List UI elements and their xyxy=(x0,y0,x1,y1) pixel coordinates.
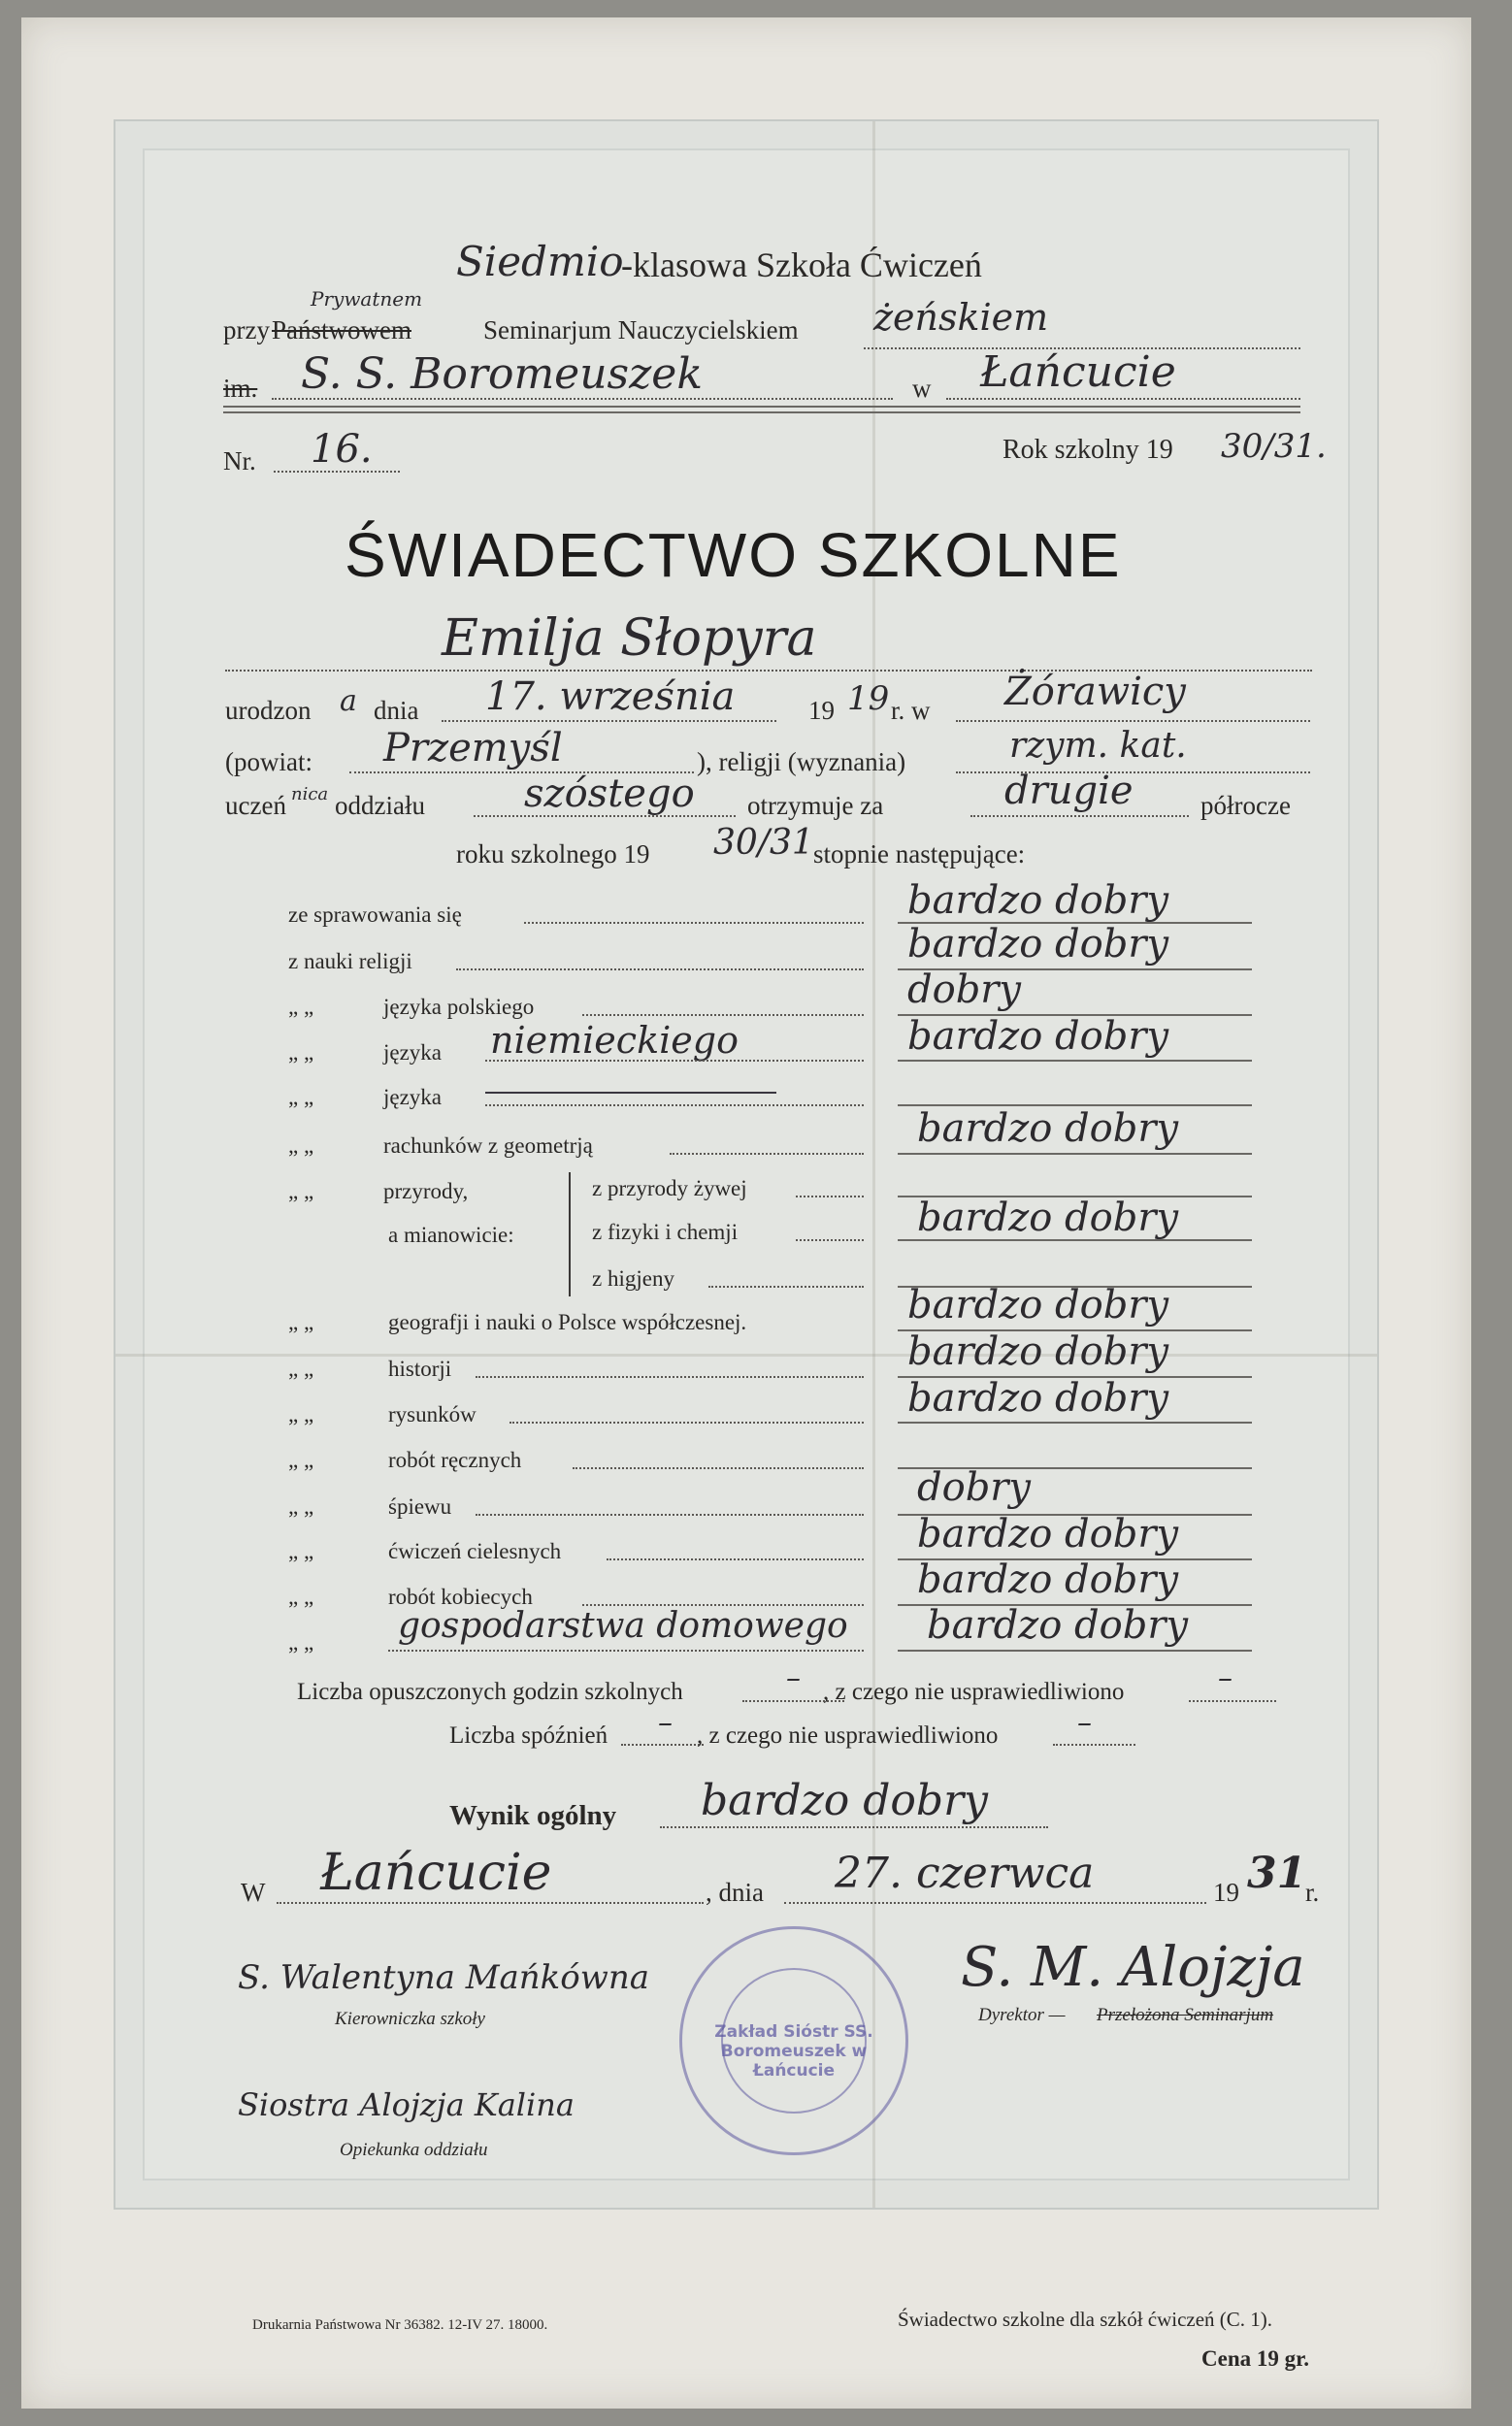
przelozona-struck: Przełożona Seminarjum xyxy=(1097,2005,1274,2025)
otrzymuje-label: otrzymuje za xyxy=(747,791,884,820)
year-prefix: 19 xyxy=(808,696,835,725)
religion-label: ), religji (wyznania) xyxy=(697,747,906,776)
nr-value: 16. xyxy=(311,427,373,472)
grade-prefix: „ „ xyxy=(288,1630,314,1655)
half-dotline xyxy=(970,815,1189,817)
grade-label-conduct: ze sprawowania się xyxy=(288,902,462,927)
powiat-value: Przemyśl xyxy=(383,726,563,770)
grade-dots xyxy=(388,1650,864,1652)
nature-subtitle: a mianowicie: xyxy=(388,1223,514,1247)
grade-label-language: języka xyxy=(383,1040,443,1065)
result-label: Wynik ogólny xyxy=(449,1800,617,1831)
late-unexcused-value: – xyxy=(1077,1706,1092,1740)
born-label: urodzon xyxy=(225,696,312,725)
w-label: w xyxy=(912,374,932,403)
grade-prefix: „ „ xyxy=(288,995,314,1019)
grade-prefix: „ „ xyxy=(288,1448,314,1472)
stamp-text: Zakład Sióstr SS. Boromeuszek w Łańcucie xyxy=(714,2022,873,2081)
nature-sub-living: z przyrody żywej xyxy=(592,1176,747,1200)
rw-label: r. w xyxy=(891,696,931,725)
grade-label-language2: języka xyxy=(383,1085,443,1109)
grade-value-polish: dobry xyxy=(907,967,1022,1012)
uczen-suffix: nica xyxy=(291,784,329,804)
grade-label-polish: języka polskiego xyxy=(383,995,535,1019)
opiekun-signature: Siostra Alojzja Kalina xyxy=(238,2086,575,2123)
grade-label-religion: z nauki religji xyxy=(288,949,412,973)
nature-label: przyrody, xyxy=(383,1179,469,1203)
late-label: Liczba spóźnień xyxy=(449,1722,608,1749)
grade-prefix: „ „ xyxy=(288,1040,314,1065)
nr-dotline xyxy=(274,471,400,473)
grade-label-pe: ćwiczeń cielesnych xyxy=(388,1539,562,1563)
born-place-dotline xyxy=(956,720,1310,722)
roku-label: roku szkolnego 19 xyxy=(456,839,650,869)
born-day: 17. września xyxy=(485,674,736,719)
grade-prefix: „ „ xyxy=(288,1085,314,1109)
grade-language-name: niemieckiego xyxy=(490,1019,739,1062)
school-type-handwritten: Siedmio xyxy=(456,238,624,285)
roku-value: 30/31 xyxy=(713,823,814,863)
opiekun-label: Opiekunka oddziału xyxy=(340,2140,488,2160)
absence-unexcused-value: – xyxy=(1218,1661,1233,1695)
born-suffix: a xyxy=(340,684,357,718)
place-w-label: W xyxy=(241,1878,266,1907)
grade-label-history: historji xyxy=(388,1357,452,1381)
grade-dots xyxy=(582,1014,864,1016)
grade-prefix: „ „ xyxy=(288,1539,314,1563)
seminar-label: Seminarjum Nauczycielskiem xyxy=(483,315,799,344)
grade-prefix: „ „ xyxy=(288,1133,314,1158)
w-dotline xyxy=(946,398,1300,400)
nature-sub-physics: z fizyki i chemji xyxy=(592,1220,739,1244)
grade-label-drawing: rysunków xyxy=(388,1402,477,1426)
late-dotline xyxy=(1053,1744,1135,1746)
date-dotline xyxy=(784,1902,1206,1904)
grade-value-geography: bardzo dobry xyxy=(907,1283,1169,1328)
date-year-value: 31 xyxy=(1247,1849,1307,1898)
polrocze-label: półrocze xyxy=(1200,791,1291,820)
grade-dots xyxy=(796,1239,864,1241)
nr-label: Nr. xyxy=(223,446,256,475)
grade-dots xyxy=(485,1104,864,1106)
im-dotline xyxy=(272,398,893,400)
late-value: – xyxy=(658,1706,673,1740)
prywatnem-handwritten: Prywatnem xyxy=(311,287,423,311)
result-value: bardzo dobry xyxy=(701,1776,988,1825)
grade-label-singing: śpiewu xyxy=(388,1494,452,1519)
absence-hours-value: – xyxy=(786,1661,801,1695)
grade-line xyxy=(898,1239,1252,1241)
oddzial-dotline xyxy=(474,815,736,817)
footer-form-name: Świadectwo szkolne dla szkół ćwiczeń (C. 1). xyxy=(898,2308,1273,2331)
grade-dots xyxy=(708,1286,864,1288)
grade-value-german: bardzo dobry xyxy=(907,1014,1169,1059)
dyrektor-label: Dyrektor — xyxy=(978,2005,1066,2025)
dyrektor-signature: S. M. Alojzja xyxy=(961,1936,1305,1999)
grade-line xyxy=(898,1650,1252,1652)
year-value: 30/31. xyxy=(1221,427,1327,466)
result-dotline xyxy=(660,1826,1048,1828)
przy-label: przy xyxy=(223,315,270,344)
grade-line xyxy=(898,1153,1252,1155)
header-rule-1 xyxy=(223,406,1300,408)
grade-value-conduct: bardzo dobry xyxy=(907,878,1169,923)
grade-label-handwork: robót ręcznych xyxy=(388,1448,522,1472)
stopnie-label: stopnie następujące: xyxy=(813,839,1026,869)
grade-value-needlework: bardzo dobry xyxy=(917,1557,1179,1602)
panstwowem-struck: Państwowem xyxy=(272,315,411,344)
im-label: im. xyxy=(223,374,258,403)
grade-value-history: bardzo dobry xyxy=(907,1329,1169,1374)
grade-dots xyxy=(509,1422,864,1424)
grade-value-math: bardzo dobry xyxy=(917,1106,1179,1151)
oddzial-label: oddziału xyxy=(335,791,425,820)
place-dotline xyxy=(277,1902,704,1904)
grade-label-household: gospodarstwa domowego xyxy=(398,1606,848,1646)
school-name: -klasowa Szkoła Ćwiczeń xyxy=(621,246,982,284)
grade-value-religion: bardzo dobry xyxy=(907,922,1169,967)
crossed-out-line xyxy=(485,1092,776,1094)
document-title: ŚWIADECTWO SZKOLNE xyxy=(345,520,1122,590)
late-dotline xyxy=(621,1744,704,1746)
grade-value-singing: dobry xyxy=(917,1465,1032,1510)
grade-dots xyxy=(476,1514,864,1516)
footer-printer: Drukarnia Państwowa Nr 36382. 12-IV 27. 18000. xyxy=(252,2317,548,2333)
grade-value-pe: bardzo dobry xyxy=(917,1512,1179,1557)
grade-dots xyxy=(524,922,864,924)
absence-hours-label: Liczba opuszczonych godzin szkolnych xyxy=(297,1679,683,1705)
seminar-value: żeńskiem xyxy=(873,296,1049,339)
uczen-label: uczeń xyxy=(225,791,286,820)
absence-dotline xyxy=(1189,1700,1276,1702)
im-value: S. S. Boromeuszek xyxy=(301,349,704,399)
grade-value-drawing: bardzo dobry xyxy=(907,1376,1169,1421)
date-year-prefix: 19 xyxy=(1213,1878,1239,1907)
nature-sub-hygiene: z higjeny xyxy=(592,1266,674,1291)
grade-dots xyxy=(456,968,864,970)
kierownik-label: Kierowniczka szkoły xyxy=(335,2009,485,2029)
born-place: Żórawicy xyxy=(1004,670,1186,714)
grade-dots xyxy=(485,1060,864,1062)
footer-price: Cena 19 gr. xyxy=(1201,2346,1309,2371)
student-name: Emilja Słopyra xyxy=(442,609,817,668)
dnia-label: dnia xyxy=(374,696,419,725)
grade-dots xyxy=(796,1196,864,1197)
grade-dots xyxy=(607,1558,864,1560)
date-dnia-label: , dnia xyxy=(706,1878,764,1907)
grade-label-geography: geografji i nauki o Polsce współczesnej. xyxy=(388,1310,747,1334)
kierownik-signature: S. Walentyna Mańkówna xyxy=(238,1958,650,1997)
religion-value: rzym. kat. xyxy=(1009,726,1187,766)
w-value: Łańcucie xyxy=(980,347,1176,397)
nature-bracket xyxy=(569,1172,584,1296)
grade-line xyxy=(898,1060,1252,1062)
date-value: 27. czerwca xyxy=(835,1849,1095,1898)
grade-line xyxy=(898,1422,1252,1424)
late-unexcused-label: , z czego nie usprawiedliwiono xyxy=(697,1722,999,1749)
grade-value-household: bardzo dobry xyxy=(927,1603,1189,1648)
born-year: 19 xyxy=(847,679,890,718)
place-value: Łańcucie xyxy=(320,1844,552,1902)
born-day-dotline xyxy=(442,720,776,722)
grade-label-math: rachunków z geometrją xyxy=(383,1133,593,1158)
half-value: drugie xyxy=(1004,769,1134,813)
year-label: Rok szkolny 19 xyxy=(1003,435,1173,465)
powiat-label: (powiat: xyxy=(225,747,312,776)
grade-prefix: „ „ xyxy=(288,1402,314,1426)
grade-prefix: „ „ xyxy=(288,1585,314,1609)
date-r-label: r. xyxy=(1305,1878,1320,1907)
school-stamp xyxy=(679,1926,908,2155)
oddzial-value: szóstego xyxy=(524,771,695,816)
header-rule-2 xyxy=(223,411,1300,413)
grade-prefix: „ „ xyxy=(288,1310,314,1334)
grade-dots xyxy=(670,1153,864,1155)
grade-dots xyxy=(476,1376,864,1378)
grade-label-needlework: robót kobiecych xyxy=(388,1585,533,1609)
grade-prefix: „ „ xyxy=(288,1494,314,1519)
grade-dots xyxy=(573,1467,864,1469)
nature-value-physics: bardzo dobry xyxy=(917,1196,1179,1240)
grade-prefix: „ „ xyxy=(288,1357,314,1381)
absence-unexcused-label: , z czego nie usprawiedliwiono xyxy=(823,1679,1125,1705)
grade-prefix: „ „ xyxy=(288,1179,314,1203)
